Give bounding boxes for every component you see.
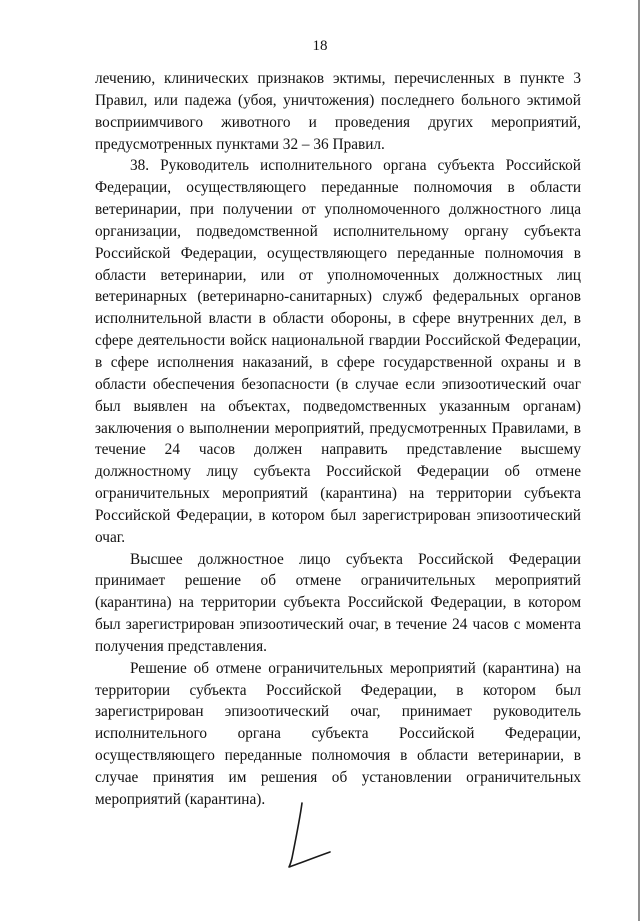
paragraph-executive-decision: Решение об отмене ограничительных мероприятий (карантина) на территории субъекта Российской Федерации, в котором был зарегистрирован эпизоотический очаг, принимает руководитель исполнительного органа субъекта Российской Федерации, осуществляющего переданные полномочия в области ветеринарии, в случае принятия им решения об установлении ограничительных мероприятий (карантина).: [95, 659, 581, 808]
document-body: [95, 68, 581, 811]
page-number: 18: [312, 38, 328, 54]
paragraph-governor-decision: Высшее должностное лицо субъекта Российской Федерации принимает решение об отмене ограничительных мероприятий (карантина) на территории субъекта Российской Федерации, в котором был зарегистрирован эпизоотический очаг, в течение 24 часов с момента получения представления.: [95, 550, 581, 655]
handwritten-signature: [278, 800, 338, 870]
paragraph-continuation: лечению, клинических признаков эктимы, перечисленных в пункте 3 Правил, или падежа (убоя, уничтожения) последнего больного эктимой восприимчивого животного и проведения других мероприятий, предусмотренных пунктами 32 – 36 Правил.: [95, 70, 581, 153]
paragraph-item-38: 38. Руководитель исполнительного органа субъекта Российской Федерации, осуществляющего переданные полномочия в области ветеринарии, при получении от уполномоченного должностного лица организации, подведомственной исполнительному органу субъекта Российской Федерации, осуществляющего переданные полномочия в области ветеринарии, или от уполномоченных должностных лиц ветеринарных (ветеринарно-санитарных) служб федеральных органов исполнительной власти в области обороны, в сфере внутренних дел, в сфере деятельности войск национальной гвардии Российской Федерации, в сфере исполнения наказаний, в сфере государственной охраны и в области обеспечения безопасности (в случае если эпизоотический очаг был выявлен на объектах, подведомственных указанным органам) заключения о выполнении мероприятий, предусмотренных Правилами, в течение 24 часов должен направить представление высшему должностному лицу субъекта Российской Федерации об отмене ограничительных мероприятий (карантина) на территории субъекта Российской Федерации, в котором был зарегистрирован эпизоотический очаг.: [95, 157, 581, 546]
